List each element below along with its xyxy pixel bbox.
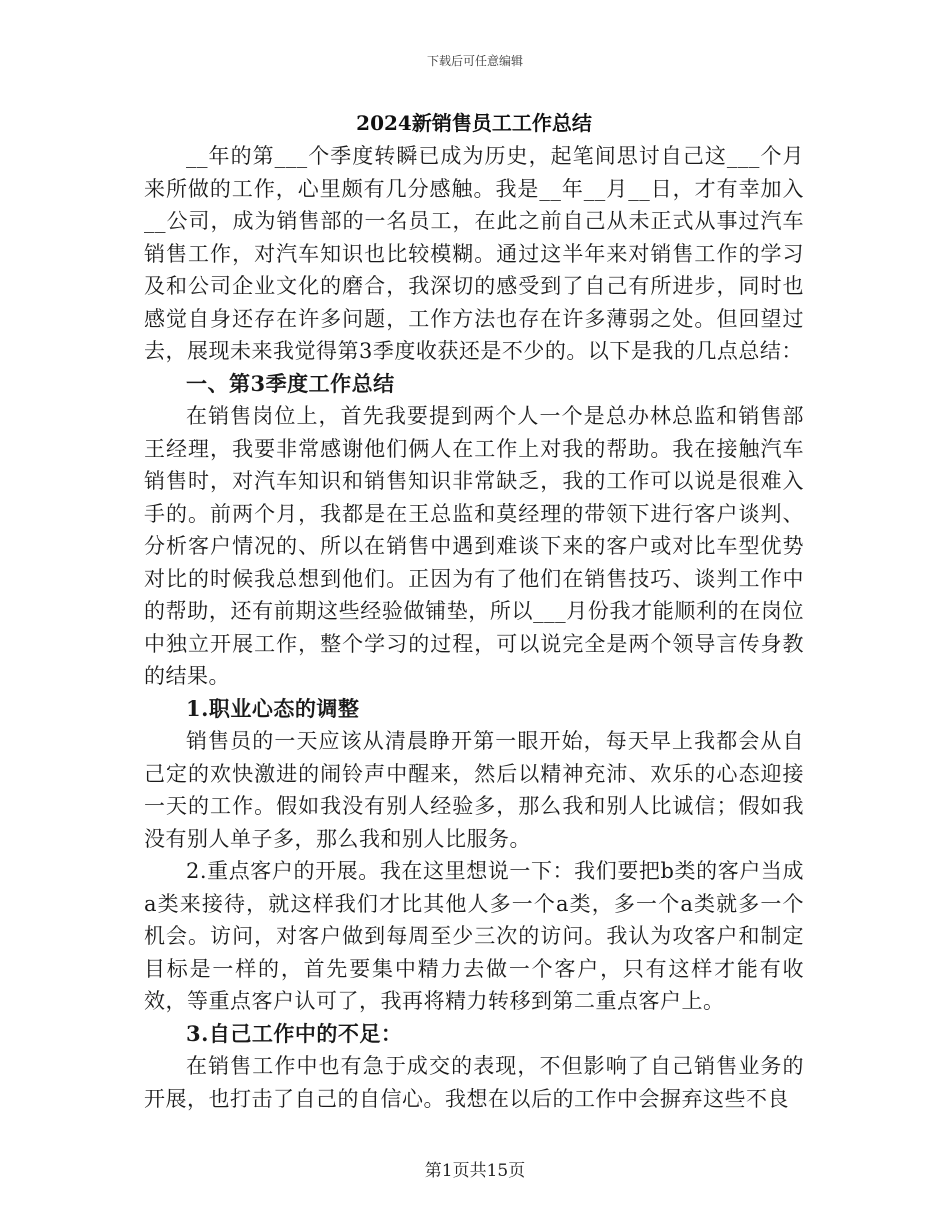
subheading-career-mindset: 1.职业心态的调整 bbox=[186, 695, 360, 721]
subheading-shortcomings: 3.自己工作中的不足： bbox=[186, 1020, 403, 1046]
paragraph-sales-position: 在销售岗位上，首先我要提到两个人一个是总办林总监和销售部王经理，我要非常感谢他们俩人在工作上对我的帮助。我在接触汽车销售时，对汽车知识和销售知识非常缺乏，我的工作可以说是很难入手的。前两个月，我都是在王总监和莫经理的带领下进行客户谈判、分析客户情况的、所以在销售中遇到难谈下来的客户或对比车型优势对比的时候我总想到他们。正因为有了他们在销售技巧、谈判工作中的帮助，还有前期这些经验做铺垫，所以___月份我才能顺利的在岗位中独立开展工作，整个学习的过程，可以说完全是两个领导言传身教的结果。 bbox=[144, 404, 804, 688]
page-number-footer: 第1页共15页 bbox=[424, 1161, 526, 1181]
page-header-note: 下载后可任意编辑 bbox=[426, 54, 523, 68]
section-heading-q3-summary: 一、第3季度工作总结 bbox=[186, 370, 395, 396]
document-body bbox=[144, 106, 804, 1115]
paragraph-shortcomings: 在销售工作中也有急于成交的表现，不但影响了自己销售业务的开展，也打击了自己的自信心。我想在以后的工作中会摒弃这些不良 bbox=[144, 1054, 804, 1111]
paragraph-key-clients: 2.重点客户的开展。我在这里想说一下：我们要把b类的客户当成a类来接待，就这样我们才比其他人多一个a类，多一个a类就多一个机会。访问，对客户做到每周至少三次的访问。我认为攻客户和制定目标是一样的，首先要集中精力去做一个客户，只有这样才能有收效，等重点客户认可了，我再将精力转移到第二重点客户上。 bbox=[144, 859, 804, 1013]
paragraph-intro: __年的第___个季度转瞬已成为历史，起笔间思讨自己这___个月来所做的工作，心里颇有几分感触。我是__年__月__日，才有幸加入__公司，成为销售部的一名员工，在此之前自己从未正式从事过汽车销售工作，对汽车知识也比较模糊。通过这半年来对销售工作的学习及和公司企业文化的磨合，我深切的感受到了自己有所进步，同时也感觉自身还存在许多问题，工作方法也存在许多薄弱之处。但回望过去，展现未来我觉得第3季度收获还是不少的。以下是我的几点总结： bbox=[144, 144, 804, 363]
document-title: 2024新销售员工工作总结 bbox=[356, 111, 592, 135]
paragraph-career-mindset: 销售员的一天应该从清晨睁开第一眼开始，每天早上我都会从自己定的欢快激进的闹铃声中醒来，然后以精神充沛、欢乐的心态迎接一天的工作。假如我没有别人经验多，那么我和别人比诚信；假如我没有别人单子多，那么我和别人比服务。 bbox=[144, 729, 804, 851]
